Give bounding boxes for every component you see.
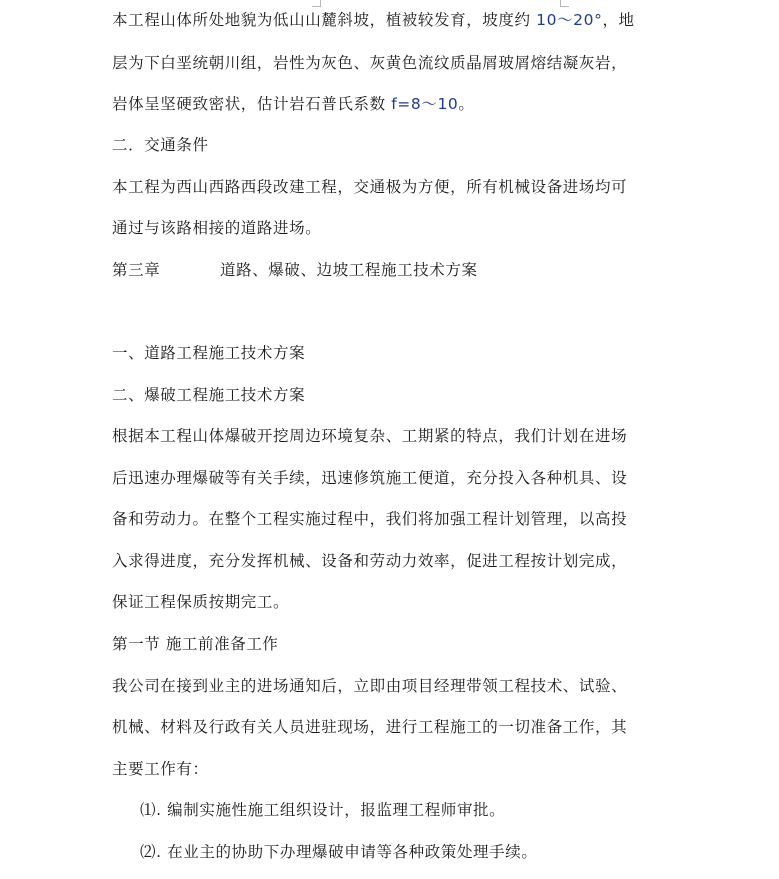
paragraph-line: 后迅速办理爆破等有关手续，迅速修筑施工便道，充分投入各种机具、设: [112, 469, 628, 487]
page-corner-mark-left: [312, 0, 321, 7]
paragraph-line: 入求得进度，充分发挥机械、设备和劳动力效率，促进工程按计划完成，: [112, 552, 628, 570]
text-run: ，地: [602, 11, 635, 29]
paragraph-line: 主要工作有：: [112, 760, 209, 778]
section-heading: 二、爆破工程施工技术方案: [112, 386, 306, 404]
latin-text-run: 10～20°: [536, 11, 603, 29]
chapter-label: 第三章: [112, 261, 161, 279]
paragraph-line: 本工程为西山西路西段改建工程，交通极为方便，所有机械设备进场均可: [112, 178, 628, 196]
paragraph-line: 根据本工程山体爆破开挖周边环境复杂、工期紧的特点，我们计划在进场: [112, 427, 628, 445]
numbered-list-item: ⑵. 在业主的协助下办理爆破申请等各种政策处理手续。: [140, 843, 538, 861]
section-heading: 一、道路工程施工技术方案: [112, 344, 306, 362]
paragraph-line: 备和劳动力。在整个工程实施过程中，我们将加强工程计划管理，以高投: [112, 510, 628, 528]
paragraph-line: [112, 92, 474, 116]
chapter-heading: [112, 258, 478, 282]
paragraph-line: 我公司在接到业主的进场通知后，立即由项目经理带领工程技术、试验、: [112, 677, 628, 695]
page-corner-mark-right: [560, 0, 569, 7]
paragraph-line: 通过与该路相接的道路进场。: [112, 219, 322, 237]
paragraph-line: [112, 8, 635, 32]
numbered-list-item: ⑴. 编制实施性施工组织设计，报监理工程师审批。: [140, 801, 506, 819]
section-heading: 二．交通条件: [112, 136, 209, 154]
chapter-title: 道路、爆破、边坡工程施工技术方案: [220, 261, 478, 279]
text-run: 。: [458, 95, 475, 113]
paragraph-line: 机械、材料及行政有关人员进驻现场，进行工程施工的一切准备工作，其: [112, 718, 628, 736]
text-run: 岩体呈坚硬致密状，估计岩石普氏系数: [112, 95, 392, 113]
paragraph-line: 层为下白垩统朝川组，岩性为灰色、灰黄色流纹质晶屑玻屑熔结凝灰岩，: [112, 54, 628, 72]
subsection-heading: 第一节 施工前准备工作: [112, 635, 279, 653]
paragraph-line: 保证工程保质按期完工。: [112, 593, 290, 611]
latin-text-run: f=8～10: [391, 95, 459, 113]
text-run: 本工程山体所处地貌为低山山麓斜坡，植被较发育，坡度约: [112, 11, 537, 29]
